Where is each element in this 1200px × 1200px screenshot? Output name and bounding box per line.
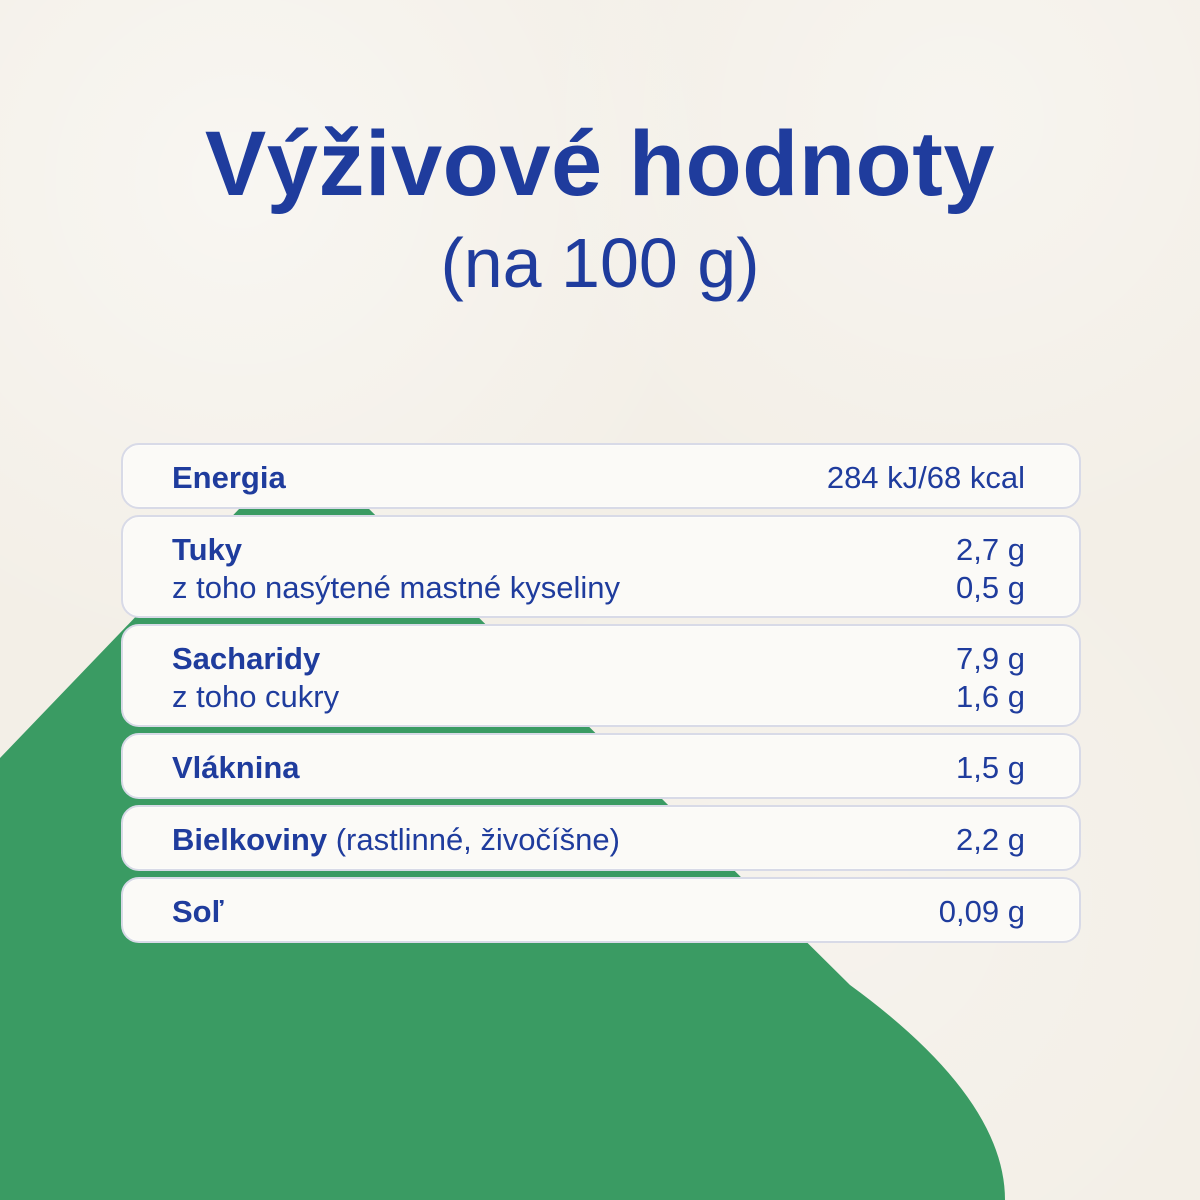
nutrition-value-sugars: 1,6 g — [956, 679, 1025, 714]
nutrition-value-saturated-fat: 0,5 g — [956, 570, 1025, 605]
nutrition-note-protein: (rastlinné, živočíšne) — [335, 822, 620, 857]
title-block — [0, 113, 1200, 302]
page-subtitle: (na 100 g) — [440, 224, 760, 302]
nutrition-line-fiber — [172, 752, 1025, 783]
nutrition-label-saturated-fat: z toho nasýtené mastné kyseliny — [172, 570, 621, 605]
nutrition-value-carbohydrates: 7,9 g — [956, 641, 1025, 676]
nutrition-label-sugars: z toho cukry — [172, 679, 340, 714]
nutrition-value-fat: 2,7 g — [956, 532, 1025, 567]
nutrition-label-protein: Bielkoviny — [172, 822, 328, 857]
nutrition-label-energy: Energia — [172, 460, 286, 495]
nutrition-label-fiber: Vláknina — [172, 750, 300, 785]
nutrition-line-energy — [172, 462, 1025, 493]
nutrition-line-carbohydrates — [172, 643, 1025, 674]
nutrition-line-fat — [172, 534, 1025, 565]
nutrition-line-sugars — [172, 681, 1025, 712]
nutrition-value-fiber: 1,5 g — [956, 750, 1025, 785]
nutrition-line-protein — [172, 824, 1025, 855]
nutrition-line-saturated-fat — [172, 572, 1025, 603]
nutrition-row-carbohydrates — [121, 624, 1081, 727]
nutrition-row-salt — [121, 877, 1081, 943]
nutrition-label-salt: Soľ — [172, 894, 224, 929]
nutrition-row-protein — [121, 805, 1081, 871]
nutrition-value-protein: 2,2 g — [956, 822, 1025, 857]
nutrition-row-fiber — [121, 733, 1081, 799]
nutrition-line-salt — [172, 896, 1025, 927]
page-title: Výživové hodnoty — [204, 113, 996, 215]
nutrition-label-fat: Tuky — [172, 532, 243, 567]
nutrition-row-fat — [121, 515, 1081, 618]
nutrition-value-energy: 284 kJ/68 kcal — [826, 460, 1025, 495]
nutrition-row-energy — [121, 443, 1081, 509]
nutrition-table — [121, 443, 1081, 949]
nutrition-value-salt: 0,09 g — [938, 894, 1025, 929]
nutrition-label-protein-wrap — [172, 824, 620, 855]
nutrition-label-carbohydrates: Sacharidy — [172, 641, 321, 676]
